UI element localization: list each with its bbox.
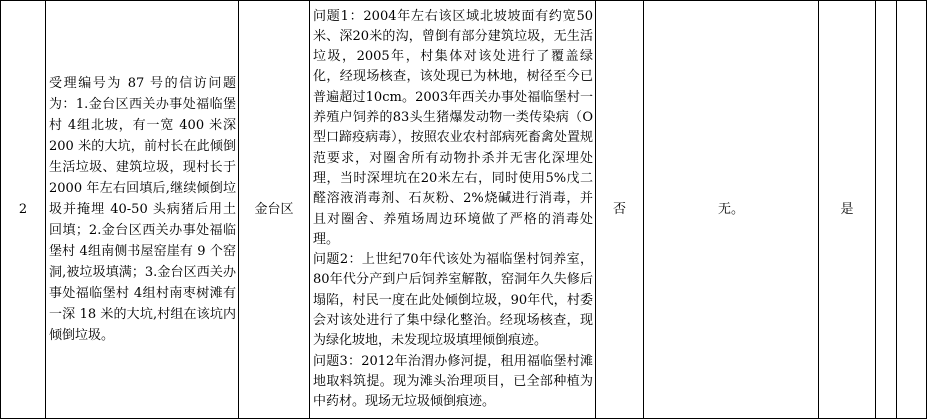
resolved-value: 是: [840, 202, 854, 217]
petition-text: 受理编号为 87 号的信访问题为：1.金台区西关办事处福临堡村 4组北坡，有一宽 400 米深 200 米的大坑，前村长在此倾倒生活垃圾、建筑垃圾，现村长于 2000 年左右回填后,继续倾倒垃圾并掩埋 40-50 头病猪后用土回填；2.金台区西关办事处福临堡村 4组南侧书屋窑崖有 9 个窑洞,被垃圾填满；3.金台区西关办事处福临堡村 4组村南枣树滩有一深 18 米的大坑,村组在该坑内倾倒垃圾。: [49, 76, 236, 343]
extra-cell-1: [876, 1, 897, 419]
petition-cell: [46, 1, 239, 419]
table-row: [1, 1, 927, 419]
investigation-issue-1: 问题1：2004年左右该区域北坡坡面有约宽50米、深20米的沟，曾倒有部分建筑垃圾，无生活垃圾，2005年，村集体对该处进行了覆盖绿化，经现场核查，该处现已为林地，树径至今已普遍超过10cm。2003年西关办事处福临堡村一养殖户饲养的83头生猪爆发动物一类传染病（O型口蹄疫病毒），按照农业农村部病死畜禽处置规范要求，对圈舍所有动物扑杀并无害化深埋处理，当时深埋坑在20米左右，同时使用5%戊二醛溶液消毒剂、石灰粉、2%烧碱进行消毒，并且对圈舍、养殖场周边环境做了严格的消毒处理。: [313, 8, 593, 247]
investigation-cell: [310, 1, 596, 419]
handling-value: 无。: [717, 202, 744, 217]
is-true-cell: [596, 1, 644, 419]
investigation-issue-2: 问题2：上世纪70年代该处为福临堡村饲养室，80年代分产到户后饲养室解散，窑洞年久失修后塌陷，村民一度在此处倾倒垃圾，90年代，村委会对该处进行了集中绿化整治。经现场核查，现为绿化坡地，未发现垃圾填埋倾倒痕迹。: [313, 252, 593, 349]
handling-cell: [644, 1, 819, 419]
resolved-cell: [819, 1, 876, 419]
is-true-value: 否: [612, 202, 626, 217]
extra-cell-2: [897, 1, 927, 419]
investigation-issue-3: 问题3：2012年治渭办修河提，租用福临堡村滩地取料筑提。现为滩头治理项目，已全部种植为中药材。现场无垃圾倾倒痕迹。: [313, 353, 593, 410]
row-index-cell: [1, 1, 46, 419]
district-text: 金台区: [254, 202, 294, 217]
row-index: 2: [18, 202, 28, 217]
district-cell: [239, 1, 310, 419]
